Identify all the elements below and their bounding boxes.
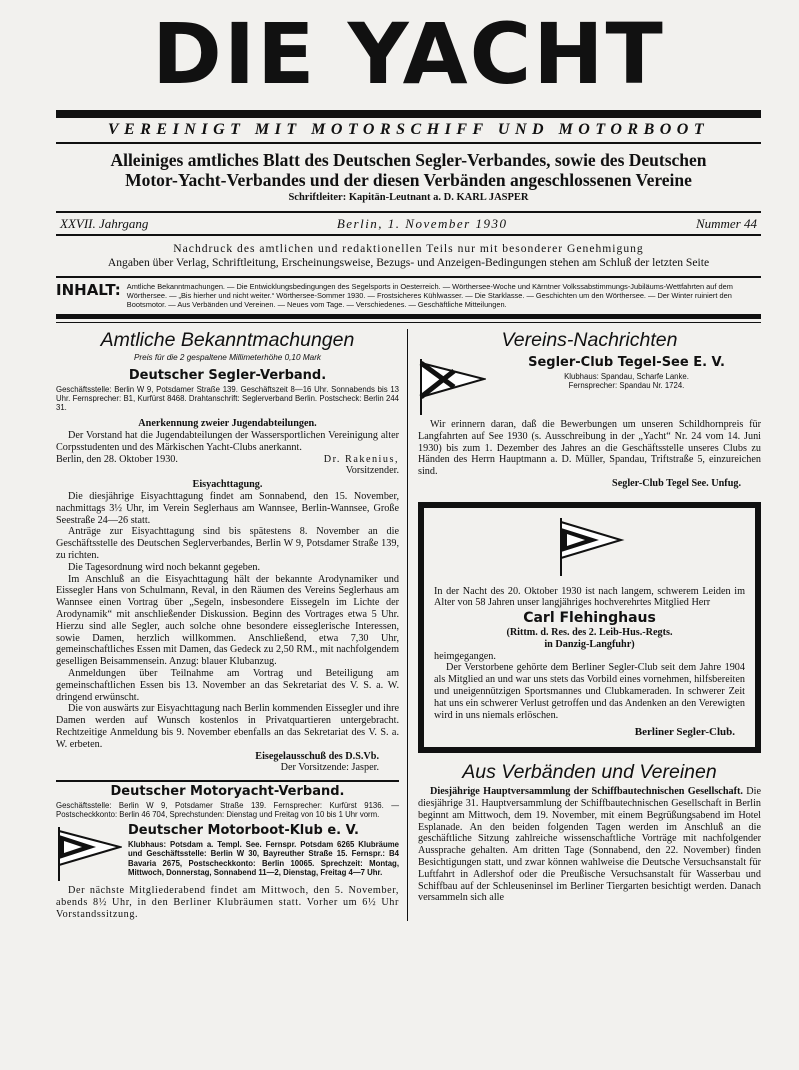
official-line-1: Alleiniges amtliches Blatt des Deutschen Segler-Verbandes, sowie des Deutschen	[110, 150, 707, 170]
issue-number: Nummer 44	[695, 216, 757, 231]
dmyv-rule	[56, 780, 399, 782]
dmk-header	[56, 825, 399, 881]
dmk-text: Der nächste Mitgliederabend findet am Mittwoch, den 5. November, abends 8½ Uhr, in den Berliner Klubräumen statt. Vorher um 6½ Uhr Vorstandssitzung.	[56, 885, 399, 920]
masthead-rule	[56, 110, 761, 118]
dmk-address: Klubhaus: Potsdam a. Templ. See. Fernspr. Potsdam 6265 Klubräume und Geschäftsstelle: Berlin W 30, Bayreuther Straße 15. Fernspr.: B4 Bavaria 2675, Postscheckkonto: Berlin 10065. Sprechzeit: Montag, Mittwoch, Donnerstag, Sonnabend 11—2, Dienstag, Freitag 4—7 Uhr.	[128, 840, 399, 877]
tegel-address-1: Klubhaus: Spandau, Scharfe Lanke.	[564, 371, 689, 381]
dmyv-title: Deutscher Motoryacht-Verband.	[110, 784, 345, 800]
tegel-title: Segler-Club Tegel-See E. V.	[528, 355, 725, 370]
dmk-burgee-icon	[56, 825, 122, 881]
left-column	[56, 329, 408, 921]
dsv-title: Deutscher Segler-Verband.	[128, 367, 327, 383]
jugend-sign-name: Dr. Rakenius,	[323, 453, 399, 465]
obituary-gone: heimgegangen.	[434, 650, 496, 662]
verbaende-text: Die diesjährige 31. Hauptversammlung der Schiffbautechnischen Gesellschaft in Berlin beginnt am Mittwoch, dem 19. November, mit einem Begrüßungsabend im Hotel Esplanade. An den beiden folgenden Tagen werden im Anschluß an die geschäftliche Sitzung zahlreiche wissenschaftliche Vorträge mit nachfolgender Aussprache gehalten. Am dritten Tage (Sonnabend, den 22. November) finden Besichtigungen statt, und zwar können wahlweise die Deutsche Versuchsanstalt für Luftfahrt in Adlershof oder die Preußische Versuchsanstalt für Wasserbau und Schiffbau auf der Schleuseninsel im Berliner Tiergarten besichtigt werden. Danach versammeln sich alle	[418, 786, 761, 904]
bsc-burgee-icon	[555, 516, 625, 576]
dsv-address: Geschäftsstelle: Berlin W 9, Potsdamer Straße 139. Geschäftszeit 8—16 Uhr. Sonnabends bis 13 Uhr. Fernsprecher: B1, Kurfürst 8468. Drahtanschrift: Seglerverband Berlin. Postscheck: Berlin 244 31.	[56, 384, 399, 412]
eis-signature-1: Eisegelausschuß des D.S.Vb.	[255, 750, 379, 762]
official-line-2: Motor-Yacht-Verbandes und der diesen Verbänden angeschlossenen Vereine	[125, 170, 692, 190]
section-title-verbaende: Aus Verbänden und Vereinen	[462, 761, 717, 784]
inhalt-label: INHALT:	[56, 281, 121, 299]
subtitle-rule	[56, 142, 761, 144]
obituary-flag	[434, 516, 745, 580]
inhalt-text: Amtliche Bekanntmachungen. — Die Entwicklungsbedingungen des Segelsports in Oesterreich. — Wörthersee-Woche und Kärntner Volkssabstimmungs-Jubiläums-Wettfahrten auf dem Wörthersee. — „Bis hierher und nicht weiter.“ Wörthersee-Sommer 1930. — Frostsicheres Kühlwasser. — Die Starklasse. — Geschichten um den Wörthersee. — Der Winter ruiniert den Bootsmotor. — Aus Verbänden und Vereinen. — Neues vom Tage. — Verschiedenes. — Geschäftliche Mitteilungen.	[126, 282, 733, 309]
verbaende-article	[418, 786, 761, 904]
contents-rule	[56, 314, 761, 323]
issue-info	[56, 211, 761, 236]
obituary-rank-1: (Rittm. d. Res. des 2. Leib-Hus.-Regts.	[506, 626, 673, 638]
editor-line: Schriftleiter: Kapitän-Leutnant a. D. KARL JASPER	[288, 192, 529, 203]
eis-paragraph-1: Die diesjährige Eisyachttagung findet am Sonnabend, den 15. November, nachmittags 3½ Uhr, im Verein Seglerhaus am Wannsee, Berlin-Wannsee, Große Seestraße 24—26 statt.	[56, 490, 399, 526]
jugend-signature	[56, 454, 399, 466]
obituary-rank-2: in Danzig-Langfuhr)	[544, 638, 635, 650]
columns	[56, 329, 761, 921]
eis-paragraph-3: Die Tagesordnung wird noch bekannt gegeben.	[68, 561, 261, 573]
tegel-text: Wir erinnern daran, daß die Bewerbungen um unseren Schildhornpreis für Langfahrten auf See 1930 (s. Ausschreibung in der „Yacht“ Nr. 24 vom 14. Juni 1930) bis zum 1. Dezember des Jahres an die Geschäftsstelle unseres Clubs zu Händen des Herrn Hauptmann a. D. Müller, Spandau, Triftstraße 5, einzureichen sind.	[418, 419, 761, 478]
eis-heading: Eisyachttagung.	[192, 479, 263, 491]
price-note: Preis für die 2 gespaltene Millimeterhöhe 0,10 Mark	[133, 353, 322, 362]
table-of-contents	[56, 276, 761, 309]
reprint-notice	[56, 242, 761, 270]
obituary-name: Carl Flehinghaus	[523, 610, 656, 627]
tegel-signature: Segler-Club Tegel See. Unfug.	[612, 477, 741, 489]
dmyv-address: Geschäftsstelle: Berlin W 9, Potsdamer Straße 139. Fernsprecher: Kurfürst 9136. — Postscheckkonto: Berlin 46 704, Sprechstunden: Dienstag und Freitag von 10 bis 1 Uhr vorm.	[56, 800, 399, 820]
eis-paragraph-6: Die von auswärts zur Eisyachttagung nach Berlin kommenden Eissegler und ihre Damen werden auf Wunsch kostenlos in Privatquartieren untergebracht. Rechtzeitige Anmeldung bis 9. November ebenfalls an das Sekretariat des V. S. a. W. erbeten.	[56, 703, 399, 750]
tegel-burgee-icon	[418, 357, 486, 415]
jugend-heading: Anerkennung zweier Jugendabteilungen.	[138, 418, 317, 430]
obituary-text: Der Verstorbene gehörte dem Berliner Segler-Club seit dem Jahre 1904 als Mitglied an und war uns stets das Vorbild eines vornehmen, hilfsbereiten und uneigennützigen Sportsmannes und Clubkameraden. In schwerer Zeit hat uns ein schwerer Verlust getroffen und das Andenken an den Verewigten wird in uns niemals erlöschen.	[434, 662, 745, 721]
eis-signature-2: Der Vorsitzende: Jasper.	[280, 762, 379, 774]
jugend-sign-place: Berlin, den 28. Oktober 1930.	[56, 453, 178, 465]
eis-paragraph-2: Anträge zur Eisyachttagung sind bis spätestens 8. November an die Geschäftsstelle des Deutschen Seglerverbandes, Berlin W 9, Potsdamer Straße 139, zu richten.	[56, 526, 399, 561]
eis-paragraph-5: Anmeldungen über Teilnahme am Vortrag und Beteiligung am gemeinschaftlichen Essen bis 13. November an das Sekretariat des V. S. a. W. dringend erwünscht.	[56, 667, 399, 703]
notice-line-2: Angaben über Verlag, Schriftleitung, Erscheinungsweise, Bezugs- und Anzeigen-Bedingungen stehen am Schluß der letzten Seite	[107, 256, 710, 269]
eis-paragraph-4: Im Anschluß an die Eisyachttagung hält der bekannte Arodynamiker und Eissegler Hans von Schulmann, Reval, in den Räumen des Vereins Seglerhaus am Wannsee einen Vortrag über „Segeln, insbesondere Eissegeln im Lichte der Arodynamik“ mit anschließender Diskussion. Beginn des Vortrages etwa 5 Uhr. Hierzu sind alle Segler, auch solche ohne besondere eisseglerische Interessen, sowie Damen, herzlich willkommen. Anschließend, etwa 7,30 Uhr, gemeinschaftliches Essen mit Damen, das Gedeck zu 2,50 RM., mit nachfolgendem geselligen Beisammensein. Anzug: blauer Klubanzug.	[56, 573, 399, 668]
masthead-subtitle: VEREINIGT MIT MOTORSCHIFF UND MOTORBOOT	[107, 121, 710, 138]
notice-line-1: Nachdruck des amtlichen und redaktionellen Teils nur mit besonderer Genehmigung	[173, 242, 644, 255]
verbaende-heading: Diesjährige Hauptversammlung der Schiffbautechnischen Gesellschaft.	[430, 786, 743, 798]
issue-volume: XXVII. Jahrgang	[60, 216, 149, 231]
official-statement	[56, 150, 761, 190]
jugend-sign-role: Vorsitzender.	[345, 465, 399, 477]
right-column	[408, 329, 761, 921]
issue-date: Berlin, 1. November 1930	[336, 216, 508, 231]
obituary-box	[418, 502, 761, 753]
obituary-signature: Berliner Segler-Club.	[634, 726, 735, 739]
section-title-vereins: Vereins-Nachrichten	[501, 329, 678, 351]
obituary-intro: In der Nacht des 20. Oktober 1930 ist nach langem, schwerem Leiden im Alter von 58 Jahren unser langjähriges hochverehrtes Mitglied Herr	[434, 585, 745, 609]
masthead-title: DIE YACHT	[152, 5, 665, 103]
dmk-title: Deutscher Motorboot-Klub e. V.	[128, 823, 359, 839]
jugend-text: Der Vorstand hat die Jugendabteilungen der Wassersportlichen Vereinigung alter Corpsstudenten und des Märkischen Yacht-Clubs anerkannt.	[56, 430, 399, 453]
section-title-amtliche: Amtliche Bekanntmachungen	[100, 329, 355, 351]
tegel-address-2: Fernsprecher: Spandau Nr. 1724.	[568, 381, 685, 390]
tegel-header	[418, 357, 761, 415]
